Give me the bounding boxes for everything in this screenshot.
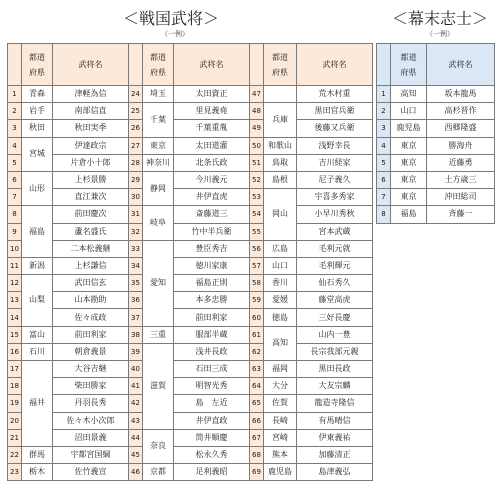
prefecture-cell: 山口 xyxy=(264,257,297,274)
warlord-name: 龍造寺隆信 xyxy=(297,395,373,412)
row-number: 49 xyxy=(250,120,264,137)
bakumatsu-table xyxy=(376,43,495,224)
prefecture-cell: 広島 xyxy=(264,240,297,257)
warlord-name: 有馬晴信 xyxy=(297,412,373,429)
table-row xyxy=(377,137,495,154)
prefecture-cell: 東京 xyxy=(391,154,427,171)
warlord-name: 毛利輝元 xyxy=(297,257,373,274)
warlord-name: 今川義元 xyxy=(174,171,250,188)
prefecture-cell: 愛知 xyxy=(143,240,174,326)
prefecture-cell: 福島 xyxy=(22,206,53,258)
warlord-name: 明智光秀 xyxy=(174,378,250,395)
row-number: 48 xyxy=(250,103,264,120)
warlord-name: 上杉謙信 xyxy=(53,257,129,274)
table-row xyxy=(8,86,373,103)
warlord-name: 加藤清正 xyxy=(297,446,373,463)
table-row xyxy=(8,292,373,309)
header-name-cell: 武将名 xyxy=(53,44,129,86)
warlord-name: 吉川経家 xyxy=(297,154,373,171)
row-number: 25 xyxy=(129,103,143,120)
prefecture-cell xyxy=(264,86,297,103)
warlord-name: 石田三成 xyxy=(174,361,250,378)
warlord-name: 三好長慶 xyxy=(297,309,373,326)
row-number: 46 xyxy=(129,464,143,481)
row-number: 34 xyxy=(129,257,143,274)
row-number: 5 xyxy=(8,154,22,171)
row-number: 13 xyxy=(8,292,22,309)
row-number: 2 xyxy=(377,103,391,120)
row-number: 32 xyxy=(129,223,143,240)
row-number: 56 xyxy=(250,240,264,257)
prefecture-cell: 新潟 xyxy=(22,257,53,274)
prefecture-cell: 岩手 xyxy=(22,103,53,120)
warlord-name: 直江兼次 xyxy=(53,189,129,206)
row-number: 53 xyxy=(250,189,264,206)
row-number: 47 xyxy=(250,86,264,103)
prefecture-cell: 千葉 xyxy=(143,103,174,137)
prefecture-cell: 宮城 xyxy=(22,137,53,171)
row-number: 57 xyxy=(250,257,264,274)
row-number: 15 xyxy=(8,326,22,343)
table-row xyxy=(8,189,373,206)
sengoku-subtitle: （一例） xyxy=(161,30,189,38)
table-row xyxy=(8,240,373,257)
warlord-name: 長宗我部元親 xyxy=(297,343,373,360)
warlord-name: 後藤又兵衛 xyxy=(297,120,373,137)
header-num-cell xyxy=(250,44,264,86)
row-number: 52 xyxy=(250,171,264,188)
shishi-name: 坂本龍馬 xyxy=(427,86,495,103)
prefecture-cell: 栃木 xyxy=(22,464,53,481)
table-row xyxy=(377,103,495,120)
prefecture-cell: 熊本 xyxy=(264,446,297,463)
table-row xyxy=(8,171,373,188)
warlord-name: 島 左近 xyxy=(174,395,250,412)
table-row xyxy=(8,103,373,120)
row-number: 3 xyxy=(377,120,391,137)
warlord-name: 前田利家 xyxy=(53,326,129,343)
row-number: 19 xyxy=(8,395,22,412)
table-row xyxy=(8,446,373,463)
prefecture-cell: 宮崎 xyxy=(264,429,297,446)
prefecture-cell: 東京 xyxy=(391,189,427,206)
warlord-name: 二本松義継 xyxy=(53,240,129,257)
row-number: 23 xyxy=(8,464,22,481)
shishi-name: 斉藤一 xyxy=(427,206,495,223)
header-pref-cell: 都道 府県 xyxy=(143,44,174,86)
table-row xyxy=(8,412,373,429)
row-number: 58 xyxy=(250,275,264,292)
header-num-cell xyxy=(377,44,391,86)
warlord-name: 柴田勝家 xyxy=(53,378,129,395)
row-number: 30 xyxy=(129,189,143,206)
warlord-name: 佐竹義宣 xyxy=(53,464,129,481)
prefecture-cell: 鹿児島 xyxy=(391,120,427,137)
warlord-name: 沼田景義 xyxy=(53,429,129,446)
prefecture-cell: 山梨 xyxy=(22,275,53,327)
row-number: 50 xyxy=(250,137,264,154)
row-number: 66 xyxy=(250,412,264,429)
warlord-name: 松永久秀 xyxy=(174,446,250,463)
row-number: 60 xyxy=(250,309,264,326)
prefecture-cell: 滋賀 xyxy=(143,343,174,429)
row-number: 4 xyxy=(377,137,391,154)
prefecture-cell: 鹿児島 xyxy=(264,464,297,481)
prefecture-cell: 福島 xyxy=(391,206,427,223)
row-number: 17 xyxy=(8,361,22,378)
row-number: 43 xyxy=(129,412,143,429)
row-number: 64 xyxy=(250,378,264,395)
row-number: 18 xyxy=(8,378,22,395)
prefecture-cell: 東京 xyxy=(143,137,174,154)
warlord-name: 北条氏政 xyxy=(174,154,250,171)
prefecture-cell: 高知 xyxy=(391,86,427,103)
header-name-cell: 武将名 xyxy=(427,44,495,86)
row-number: 40 xyxy=(129,361,143,378)
table-row xyxy=(377,189,495,206)
prefecture-cell: 香川 xyxy=(264,275,297,292)
warlord-name: 尼子義久 xyxy=(297,171,373,188)
row-number: 41 xyxy=(129,378,143,395)
row-number: 26 xyxy=(129,120,143,137)
row-number: 31 xyxy=(129,206,143,223)
prefecture-cell: 鳥取 xyxy=(264,154,297,171)
row-number: 8 xyxy=(377,206,391,223)
row-number: 28 xyxy=(129,154,143,171)
prefecture-cell: 静岡 xyxy=(143,171,174,205)
header-pref-cell: 都道 府県 xyxy=(22,44,53,86)
row-number: 55 xyxy=(250,223,264,240)
warlord-name: 黒田長政 xyxy=(297,361,373,378)
row-number: 9 xyxy=(8,223,22,240)
row-number: 33 xyxy=(129,240,143,257)
row-number: 68 xyxy=(250,446,264,463)
prefecture-cell: 岡山 xyxy=(264,189,297,241)
warlord-name: 津軽為信 xyxy=(53,86,129,103)
row-number: 37 xyxy=(129,309,143,326)
warlord-name: 足利義昭 xyxy=(174,464,250,481)
shishi-name: 勝海舟 xyxy=(427,137,495,154)
row-number: 2 xyxy=(8,103,22,120)
prefecture-cell: 東京 xyxy=(391,171,427,188)
row-number: 27 xyxy=(129,137,143,154)
prefecture-cell: 埼玉 xyxy=(143,86,174,103)
table-row xyxy=(8,257,373,274)
table-row xyxy=(8,275,373,292)
warlord-name: 黒田官兵衛 xyxy=(297,103,373,120)
warlord-name: 宮本武蔵 xyxy=(297,223,373,240)
warlord-name: 佐々木小次郎 xyxy=(53,412,129,429)
prefecture-cell: 神奈川 xyxy=(143,154,174,171)
warlord-name: 武田信玄 xyxy=(53,275,129,292)
row-number: 63 xyxy=(250,361,264,378)
table-row xyxy=(8,378,373,395)
prefecture-cell: 福岡 xyxy=(264,361,297,378)
sengoku-header-row xyxy=(8,44,373,86)
table-row xyxy=(8,137,373,154)
row-number: 35 xyxy=(129,275,143,292)
table-row xyxy=(377,171,495,188)
table-row xyxy=(8,223,373,240)
warlord-name: 小早川秀秋 xyxy=(297,206,373,223)
warlord-name: 丹羽長秀 xyxy=(53,395,129,412)
row-number: 42 xyxy=(129,395,143,412)
warlord-name: 藤堂高虎 xyxy=(297,292,373,309)
warlord-name: 秋田実季 xyxy=(53,120,129,137)
warlord-name: 前田利家 xyxy=(174,309,250,326)
row-number: 24 xyxy=(129,86,143,103)
warlord-name: 竹中半兵衛 xyxy=(174,223,250,240)
row-number: 8 xyxy=(8,206,22,223)
row-number: 38 xyxy=(129,326,143,343)
row-number: 1 xyxy=(377,86,391,103)
table-row xyxy=(8,429,373,446)
prefecture-cell: 大分 xyxy=(264,378,297,395)
row-number: 12 xyxy=(8,275,22,292)
table-row xyxy=(8,395,373,412)
warlord-name: 荒木村重 xyxy=(297,86,373,103)
warlord-name: 大友宗麟 xyxy=(297,378,373,395)
prefecture-cell: 岐阜 xyxy=(143,206,174,240)
prefecture-cell: 高知 xyxy=(264,326,297,360)
bakumatsu-title: ＜幕末志士＞ xyxy=(392,9,489,28)
table-row xyxy=(8,464,373,481)
prefecture-cell: 秋田 xyxy=(22,120,53,137)
row-number: 61 xyxy=(250,326,264,343)
row-number: 45 xyxy=(129,446,143,463)
warlord-name: 仙石秀久 xyxy=(297,275,373,292)
table-row xyxy=(8,154,373,171)
prefecture-cell: 福井 xyxy=(22,361,53,447)
row-number: 44 xyxy=(129,429,143,446)
table-row xyxy=(377,120,495,137)
header-num-cell xyxy=(129,44,143,86)
header-name-cell: 武将名 xyxy=(174,44,250,86)
bakumatsu-header-row xyxy=(377,44,495,86)
row-number: 62 xyxy=(250,343,264,360)
warlord-name: 太田道灌 xyxy=(174,137,250,154)
prefecture-cell: 群馬 xyxy=(22,446,53,463)
table-row xyxy=(8,120,373,137)
table-row xyxy=(377,86,495,103)
row-number: 6 xyxy=(377,171,391,188)
prefecture-cell: 和歌山 xyxy=(264,137,297,154)
row-number: 20 xyxy=(8,412,22,429)
warlord-name: 斎藤道三 xyxy=(174,206,250,223)
header-name-cell: 武将名 xyxy=(297,44,373,86)
row-number: 14 xyxy=(8,309,22,326)
row-number: 22 xyxy=(8,446,22,463)
row-number: 16 xyxy=(8,343,22,360)
warlord-name: 福島正則 xyxy=(174,275,250,292)
warlord-name: 伊達政宗 xyxy=(53,137,129,154)
warlord-name: 大谷吉継 xyxy=(53,361,129,378)
row-number: 5 xyxy=(377,154,391,171)
warlord-name: 浅野幸長 xyxy=(297,137,373,154)
warlord-name: 南部信直 xyxy=(53,103,129,120)
row-number: 39 xyxy=(129,343,143,360)
warlord-name: 宇喜多秀家 xyxy=(297,189,373,206)
row-number: 11 xyxy=(8,257,22,274)
row-number: 10 xyxy=(8,240,22,257)
prefecture-cell: 三重 xyxy=(143,326,174,343)
warlord-name: 井伊直虎 xyxy=(174,189,250,206)
row-number: 21 xyxy=(8,429,22,446)
table-row xyxy=(8,206,373,223)
shishi-name: 西郷隆盛 xyxy=(427,120,495,137)
prefecture-cell: 長崎 xyxy=(264,412,297,429)
warlord-name: 本多忠勝 xyxy=(174,292,250,309)
table-row xyxy=(377,154,495,171)
row-number: 1 xyxy=(8,86,22,103)
header-pref-cell: 都道 府県 xyxy=(264,44,297,86)
warlord-name: 浅井長政 xyxy=(174,343,250,360)
prefecture-cell: 佐賀 xyxy=(264,395,297,412)
row-number: 6 xyxy=(8,171,22,188)
table-row xyxy=(8,309,373,326)
row-number: 65 xyxy=(250,395,264,412)
warlord-name: 前田慶次 xyxy=(53,206,129,223)
warlord-name: 山内一豊 xyxy=(297,326,373,343)
prefecture-cell: 青森 xyxy=(22,86,53,103)
row-number: 54 xyxy=(250,206,264,223)
prefecture-cell: 愛媛 xyxy=(264,292,297,309)
prefecture-cell: 徳島 xyxy=(264,309,297,326)
table-row xyxy=(8,343,373,360)
table-row xyxy=(8,326,373,343)
warlord-name: 片倉小十郎 xyxy=(53,154,129,171)
warlord-name: 宇都宮国綱 xyxy=(53,446,129,463)
shishi-name: 近藤勇 xyxy=(427,154,495,171)
prefecture-cell: 京都 xyxy=(143,464,174,481)
warlord-name: 山本勘助 xyxy=(53,292,129,309)
row-number: 67 xyxy=(250,429,264,446)
prefecture-cell: 石川 xyxy=(22,343,53,360)
warlord-name: 上杉景勝 xyxy=(53,171,129,188)
row-number: 29 xyxy=(129,171,143,188)
shishi-name: 沖田総司 xyxy=(427,189,495,206)
shishi-name: 土方歳三 xyxy=(427,171,495,188)
row-number: 3 xyxy=(8,120,22,137)
warlord-name: 毛利元就 xyxy=(297,240,373,257)
warlord-name: 千葉重胤 xyxy=(174,120,250,137)
header-num-cell xyxy=(8,44,22,86)
warlord-name: 朝倉義景 xyxy=(53,343,129,360)
warlord-name: 伊東義祐 xyxy=(297,429,373,446)
warlord-name: 蘆名盛氏 xyxy=(53,223,129,240)
prefecture-cell: 奈良 xyxy=(143,429,174,463)
row-number: 59 xyxy=(250,292,264,309)
row-number: 51 xyxy=(250,154,264,171)
warlord-name: 井伊直政 xyxy=(174,412,250,429)
bakumatsu-subtitle: （一例） xyxy=(426,30,454,38)
row-number: 36 xyxy=(129,292,143,309)
sengoku-title: ＜戦国武将＞ xyxy=(123,9,220,28)
warlord-name: 佐々成政 xyxy=(53,309,129,326)
warlord-name: 太田資正 xyxy=(174,86,250,103)
row-number: 4 xyxy=(8,137,22,154)
warlord-name: 島津義弘 xyxy=(297,464,373,481)
shishi-name: 高杉晋作 xyxy=(427,103,495,120)
prefecture-cell: 山口 xyxy=(391,103,427,120)
prefecture-cell: 東京 xyxy=(391,137,427,154)
warlord-name: 徳川家康 xyxy=(174,257,250,274)
row-number: 7 xyxy=(377,189,391,206)
prefecture-cell: 富山 xyxy=(22,326,53,343)
table-row xyxy=(377,206,495,223)
row-number: 7 xyxy=(8,189,22,206)
warlord-name: 筒井順慶 xyxy=(174,429,250,446)
prefecture-cell: 山形 xyxy=(22,171,53,205)
prefecture-cell: 島根 xyxy=(264,171,297,188)
header-pref-cell: 都道 府県 xyxy=(391,44,427,86)
prefecture-cell: 兵庫 xyxy=(264,103,297,137)
row-number: 69 xyxy=(250,464,264,481)
warlord-name: 服部半蔵 xyxy=(174,326,250,343)
sengoku-table xyxy=(7,43,373,481)
warlord-name: 豊臣秀吉 xyxy=(174,240,250,257)
table-row xyxy=(8,361,373,378)
warlord-name: 里見義堯 xyxy=(174,103,250,120)
